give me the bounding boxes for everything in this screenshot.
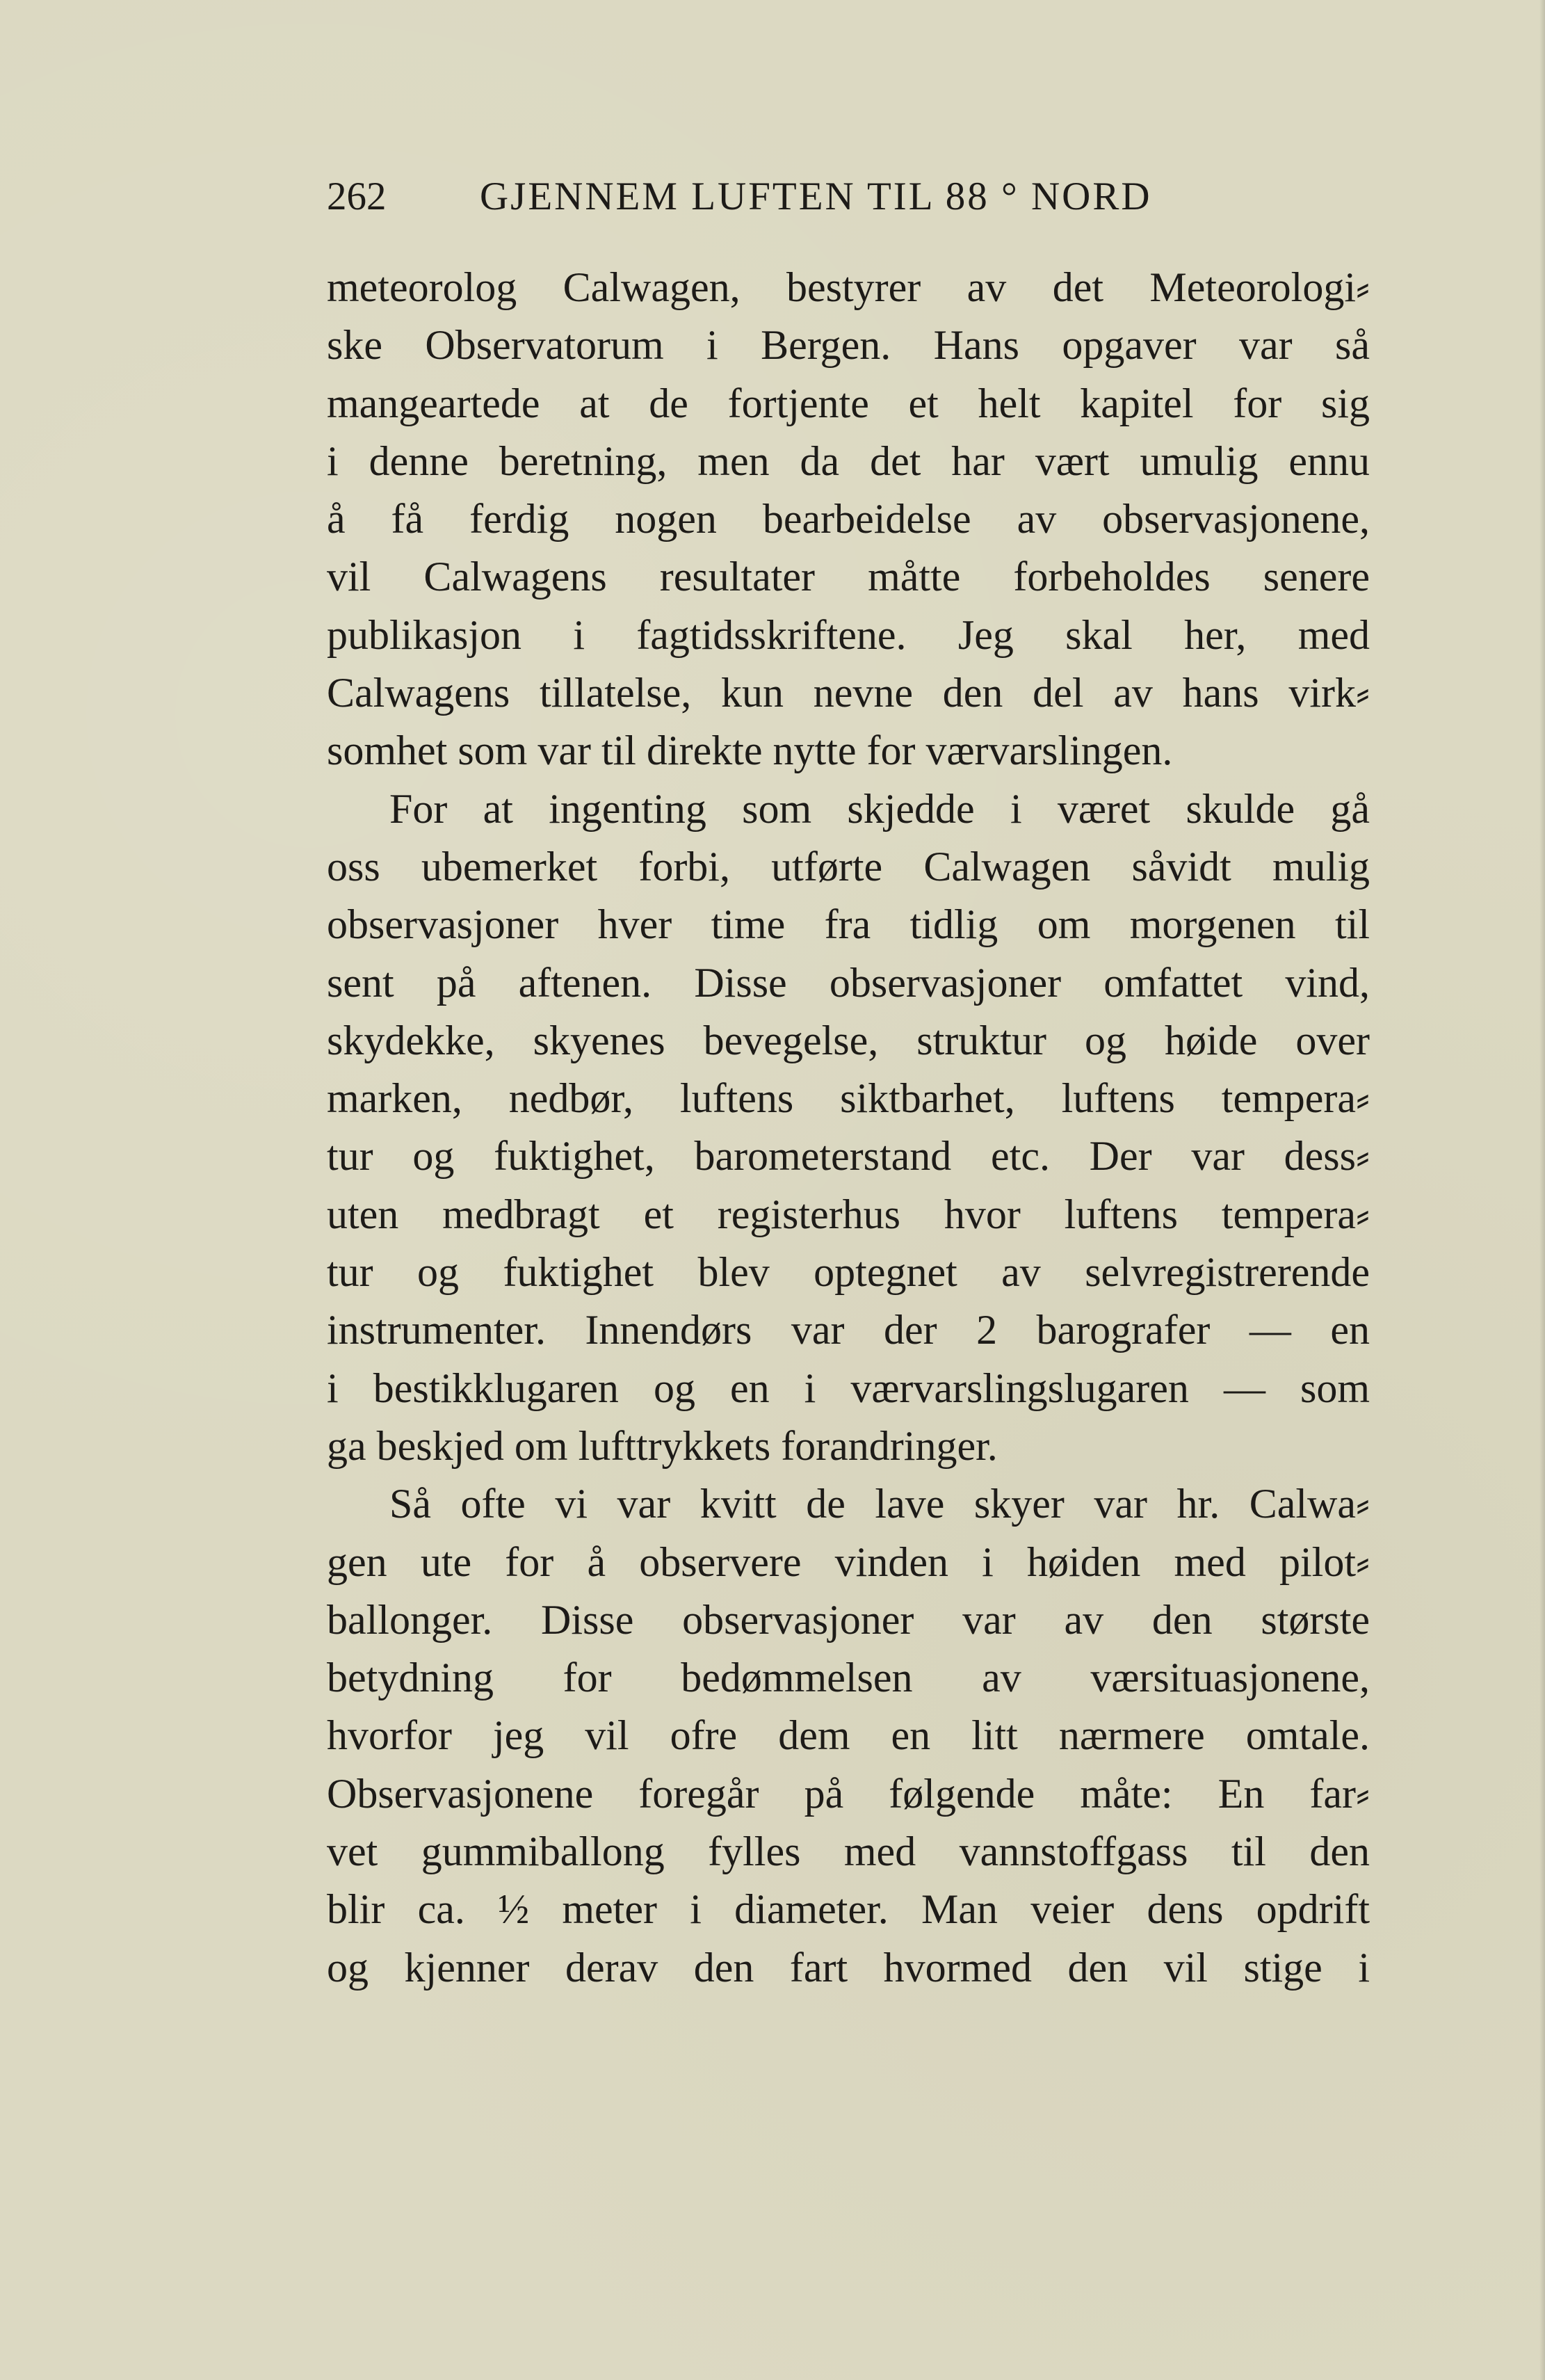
text-line: observasjoner hver time fra tidlig om morgenen til xyxy=(327,901,1370,948)
page-number: 262 xyxy=(327,175,387,218)
text-line: skydekke, skyenes bevegelse, struktur og høide over xyxy=(327,1017,1370,1063)
text-line: Observasjonene foregår på følgende måte: En far⸗ xyxy=(327,1770,1370,1817)
text-line: For at ingenting som skjedde i været skulde gå xyxy=(389,785,1370,832)
text-line: Så ofte vi var kvitt de lave skyer var hr. Calwa⸗ xyxy=(389,1481,1370,1527)
text-line: instrumenter. Innendørs var der 2 barografer — en xyxy=(327,1307,1370,1353)
text-line: ballonger. Disse observasjoner var av den største xyxy=(327,1596,1370,1643)
text-line: Calwagens tillatelse, kun nevne den del av hans virk⸗ xyxy=(327,670,1370,716)
text-line: ga beskjed om lufttrykkets forandringer. xyxy=(327,1422,998,1469)
text-line: sent på aftenen. Disse observasjoner omfattet vind, xyxy=(327,959,1370,1006)
body-text xyxy=(327,259,1370,1997)
text-line: uten medbragt et registerhus hvor luftens tempera⸗ xyxy=(327,1191,1370,1237)
running-head xyxy=(327,174,1231,230)
text-line: ske Observatorum i Bergen. Hans opgaver var så xyxy=(327,322,1370,369)
text-line: vet gummiballong fylles med vannstoffgass til den xyxy=(327,1828,1370,1875)
page-edge-shadow xyxy=(1539,0,1545,2380)
text-line: tur og fuktighet blev optegnet av selvregistrerende xyxy=(327,1249,1370,1296)
text-line: tur og fuktighet, barometerstand etc. Der var dess⸗ xyxy=(327,1133,1370,1180)
text-line: vil Calwagens resultater måtte forbeholdes senere xyxy=(327,554,1370,600)
running-title: GJENNEM LUFTEN TIL 88 ° NORD xyxy=(480,175,1152,218)
text-line: og kjenner derav den fart hvormed den vil stige i xyxy=(327,1944,1370,1991)
text-line: meteorolog Calwagen, bestyrer av det Meteorologi⸗ xyxy=(327,264,1370,310)
text-line: blir ca. ½ meter i diameter. Man veier dens opdrift xyxy=(327,1886,1370,1933)
text-line: publikasjon i fagtidsskriftene. Jeg skal her, med xyxy=(327,611,1370,658)
text-line: i denne beretning, men da det har vært umulig ennu xyxy=(327,437,1370,484)
text-line: marken, nedbør, luftens siktbarhet, luftens tempera⸗ xyxy=(327,1075,1370,1122)
text-line: i bestikklugaren og en i værvarslingslugaren — som xyxy=(327,1365,1370,1411)
text-line: oss ubemerket forbi, utførte Calwagen såvidt mulig xyxy=(327,843,1370,890)
text-line: mangeartede at de fortjente et helt kapitel for sig xyxy=(327,380,1370,426)
text-line: betydning for bedømmelsen av værsituasjonene, xyxy=(327,1655,1370,1701)
text-line: gen ute for å observere vinden i høiden med pilot⸗ xyxy=(327,1538,1370,1585)
text-line: å få ferdig nogen bearbeidelse av observasjonene, xyxy=(327,496,1370,542)
text-line: somhet som var til direkte nytte for værvarslingen. xyxy=(327,727,1173,774)
text-line: hvorfor jeg vil ofre dem en litt nærmere omtale. xyxy=(327,1712,1370,1759)
